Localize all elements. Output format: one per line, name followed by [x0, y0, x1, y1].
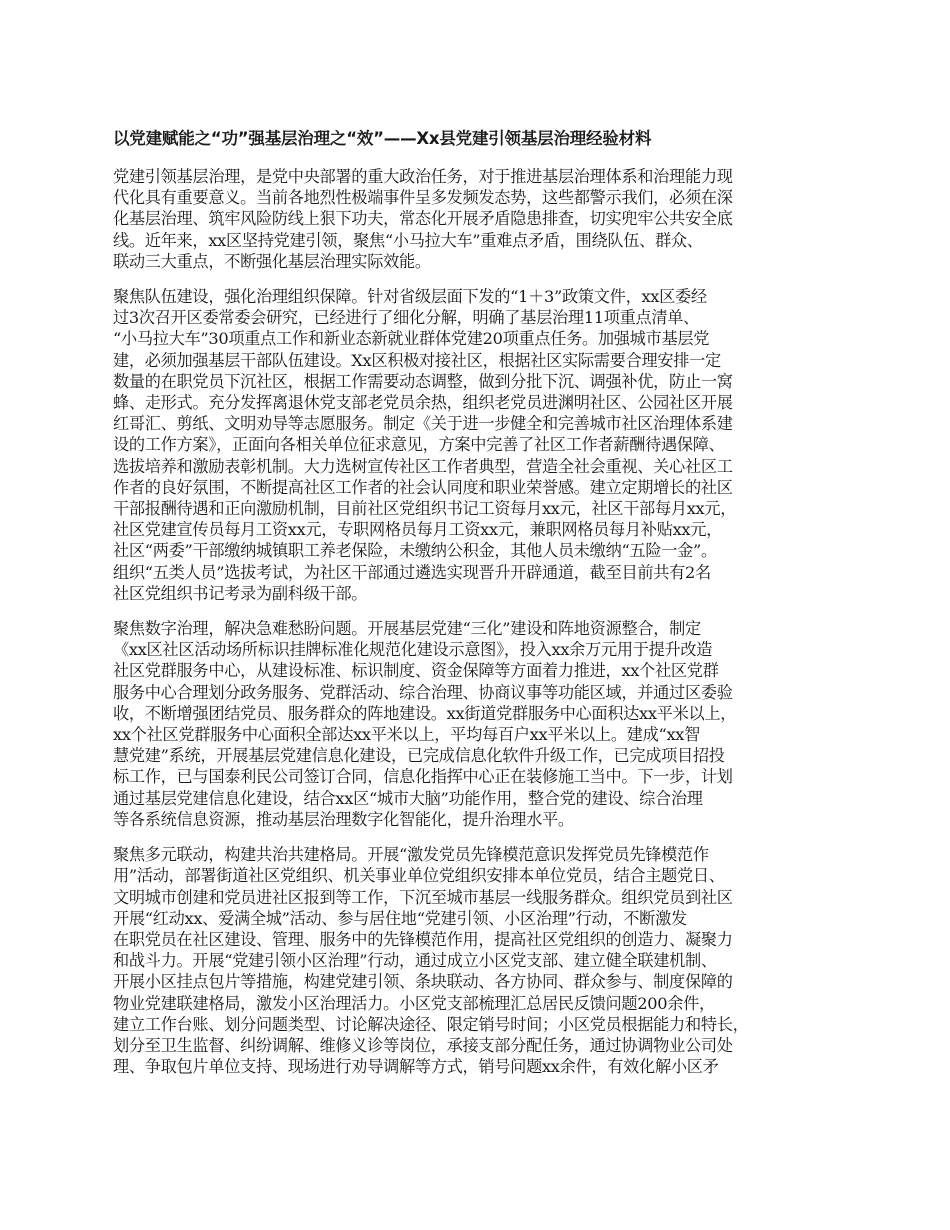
paragraph	[113, 286, 853, 604]
paragraph-line: 过3次召开区委常委会研究，已经进行了细化分解，明确了基层治理11项重点清单、	[113, 308, 700, 328]
paragraph-line: 文明城市创建和党员进社区报到等工作，下沉至城市基层一线服务群众。组织党员到社区	[113, 887, 733, 907]
paragraph-line: 标工作，已与国泰利民公司签订合同，信息化指挥中心正在装修施工当中。下一步，计划	[113, 767, 733, 787]
paragraph-line: 化基层治理、筑牢风险防线上狠下功夫，常态化开展矛盾隐患排查，切实兜牢公共安全底	[113, 209, 733, 229]
paragraph	[113, 844, 853, 1077]
paragraph-line: 聚焦队伍建设，强化治理组织保障。针对省级层面下发的“1＋3”政策文件，xx区委经	[113, 287, 707, 307]
document-title: 以党建赋能之“功”强基层治理之“效”——Xx县党建引领基层治理经验材料	[113, 129, 652, 148]
paragraph-line: 建，必须加强基层干部队伍建设。Xx区积极对接社区，根据社区实际需要合理安排一定	[113, 350, 721, 370]
paragraph-line: “小马拉大车”30项重点工作和新业态新就业群体党建20项重点任务。加强城市基层党	[113, 329, 710, 349]
paragraph-line: 开展“红动xx、爱满全城”活动、参与居住地“党建引领、小区治理”行动，不断激发	[113, 908, 687, 928]
paragraph-line: 社区党建宣传员每月工资xx元，专职网格员每月工资xx元，兼职网格员每月补贴xx元，	[113, 520, 723, 540]
paragraph-line: 社区党群服务中心，从建设标准、标识制度、资金保障等方面着力推进，xx个社区党群	[113, 661, 719, 681]
paragraph-line: 建立工作台账、划分问题类型、讨论解决途径、限定销号时间；小区党员根据能力和特长，	[113, 1014, 749, 1034]
paragraph-line: 收，不断增强团结党员、服务群众的阵地建设。xx街道党群服务中心面积达xx平米以上，	[113, 703, 737, 723]
paragraph-line: 线。近年来，xx区坚持党建引领，聚焦“小马拉大车”重难点矛盾，围绕队伍、群众、	[113, 230, 703, 250]
document-body	[113, 166, 853, 1077]
paragraph-line: 慧党建”系统，开展基层党建信息化建设，已完成信息化软件升级工作，已完成项目招投	[113, 746, 725, 766]
paragraph-line: xx个社区党群服务中心面积全部达xx平米以上，平均每百户xx平米以上。建成“xx智	[113, 725, 701, 745]
paragraph-line: 数量的在职党员下沉社区，根据工作需要动态调整，做到分批下沉、调强补优，防止一窝	[113, 371, 733, 391]
paragraph-line: 用”活动，部署街道社区党组织、机关事业单位党组织安排本单位党员，结合主题党日、	[113, 866, 725, 886]
paragraph-line: 社区“两委”干部缴纳城镇职工养老保险，未缴纳公积金，其他人员未缴纳“五险一金”。	[113, 541, 717, 561]
paragraph-line: 在职党员在社区建设、管理、服务中的先锋模范作用，提高社区党组织的创造力、凝聚力	[113, 929, 733, 949]
paragraph-line: 干部报酬待遇和正向激励机制，目前社区党组织书记工资每月xx元，社区干部每月xx元，	[113, 499, 737, 519]
paragraph-line: 《xx区社区活动场所标识挂牌标准化规范化建设示意图》，投入xx余万元用于提升改造	[113, 640, 713, 660]
paragraph-line: 通过基层党建信息化建设，结合xx区“城市大脑”功能作用，整合党的建设、综合治理	[113, 788, 703, 808]
paragraph-line: 开展小区挂点包片等措施，构建党建引领、条块联动、各方协同、群众参与、制度保障的	[113, 972, 733, 992]
paragraph-line: 蜂、走形式。充分发挥离退休党支部老党员余热，组织老党员进渊明社区、公园社区开展	[113, 393, 733, 413]
paragraph-line: 划分至卫生监督、纠纷调解、维修义诊等岗位，承接支部分配任务，通过协调物业公司处	[113, 1035, 733, 1055]
paragraph-line: 等各系统信息资源，推动基层治理数字化智能化，提升治理水平。	[113, 809, 574, 829]
paragraph-line: 党建引领基层治理，是党中央部署的重大政治任务，对于推进基层治理体系和治理能力现	[113, 167, 733, 186]
paragraph-line: 社区党组织书记考录为副科级干部。	[113, 583, 368, 603]
paragraph-line: 和战斗力。开展“党建引领小区治理”行动，通过成立小区党支部、建立健全联建机制、	[113, 951, 717, 971]
paragraph-line: 设的工作方案》，正面向各相关单位征求意见，方案中完善了社区工作者薪酬待遇保障、	[113, 435, 725, 455]
paragraph-line: 物业党建联建格局，激发小区治理活力。小区党支部梳理汇总居民反馈问题200余件，	[113, 993, 715, 1013]
paragraph-line: 聚焦数字治理，解决急难愁盼问题。开展基层党建“三化”建设和阵地资源整合，制定	[113, 619, 701, 639]
paragraph-line: 代化具有重要意义。当前各地烈性极端事件呈多发频发态势，这些都警示我们，必须在深	[113, 188, 733, 208]
paragraph-line: 作者的良好氛围，不断提高社区工作者的社会认同度和职业荣誉感。建立定期增长的社区	[113, 477, 733, 497]
paragraph-line: 聚焦多元联动，构建共治共建格局。开展“激发党员先锋模范意识发挥党员先锋模范作	[113, 845, 709, 865]
paragraph	[113, 618, 853, 830]
paragraph	[113, 166, 853, 272]
paragraph-line: 理、争取包片单位支持、现场进行劝导调解等方式，销号问题xx余件，有效化解小区矛	[113, 1057, 719, 1077]
paragraph-line: 组织“五类人员”选拔考试，为社区干部通过遴选实现晋升开辟通道，截至目前共有2名	[113, 562, 711, 582]
paragraph-line: 服务中心合理划分政务服务、党群活动、综合治理、协商议事等功能区域，并通过区委验	[113, 682, 733, 702]
paragraph-line: 选拔培养和激励表彰机制。大力选树宣传社区工作者典型，营造全社会重视、关心社区工	[113, 456, 733, 476]
paragraph-line: 联动三大重点，不断强化基层治理实际效能。	[113, 251, 431, 271]
paragraph-line: 红哥汇、剪纸、文明劝导等志愿服务。制定《关于进一步健全和完善城市社区治理体系建	[113, 414, 733, 434]
document-page	[113, 128, 853, 1091]
